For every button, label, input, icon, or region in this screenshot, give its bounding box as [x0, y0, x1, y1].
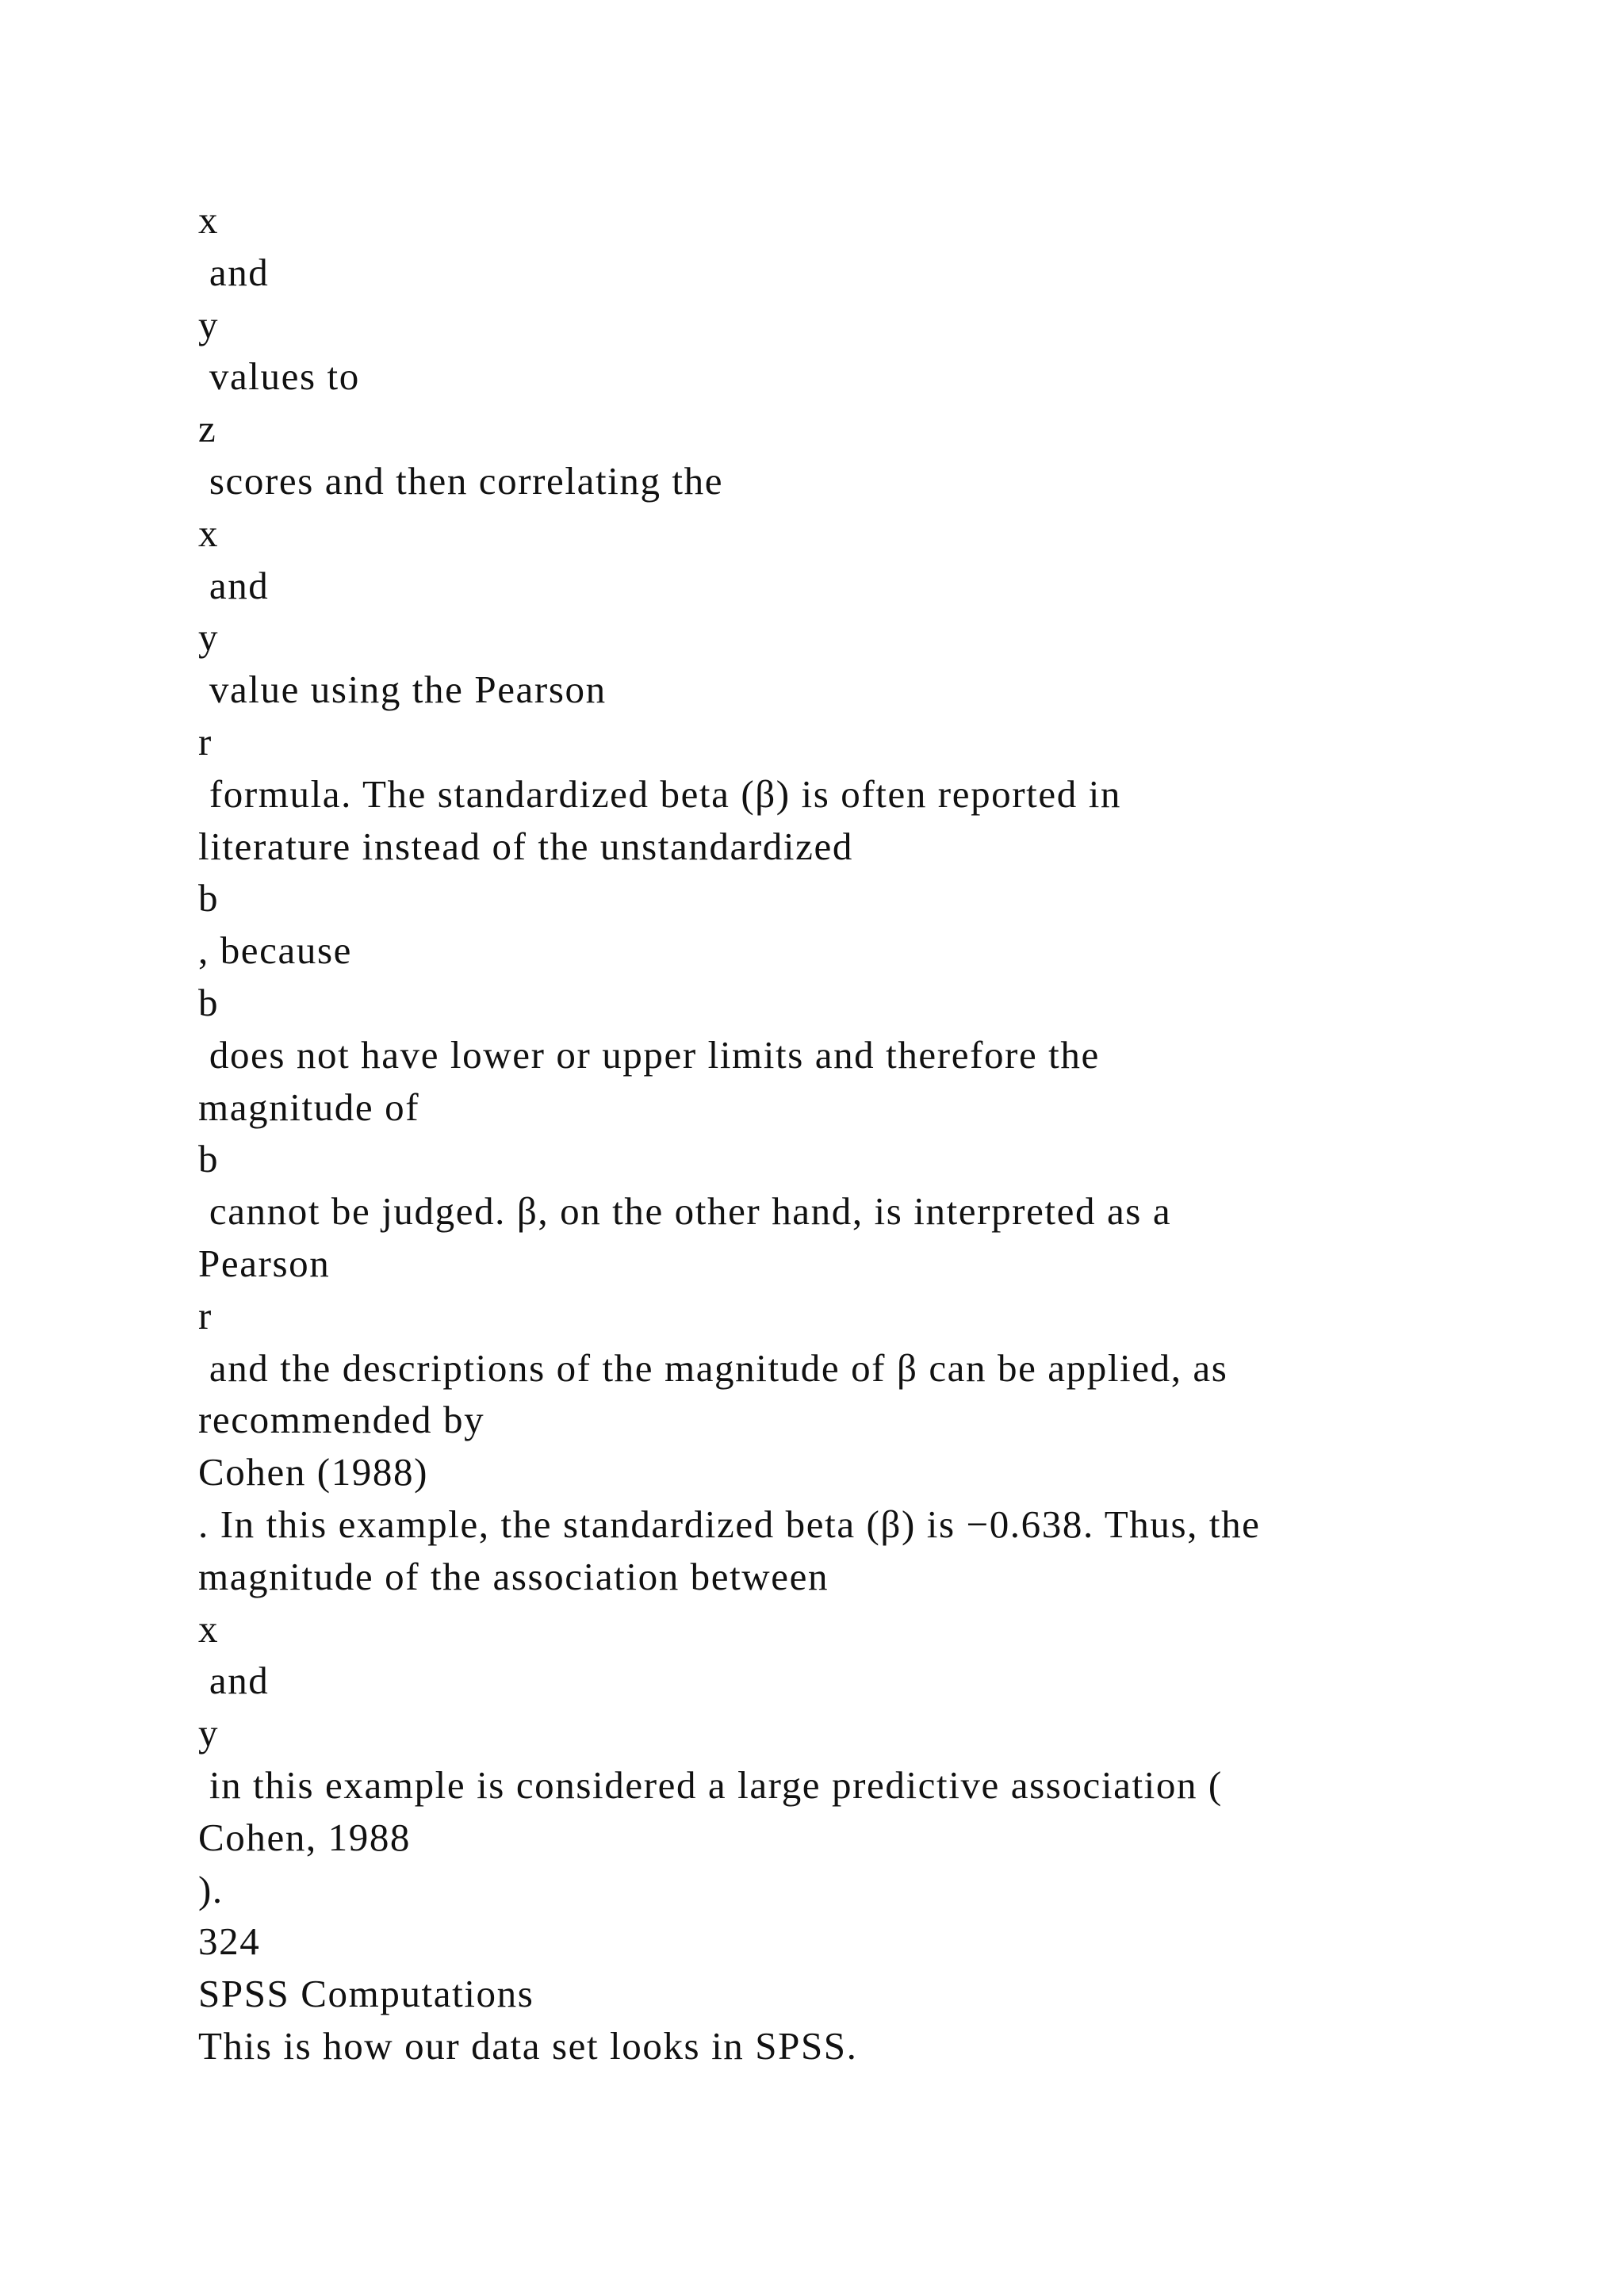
text-line: , because: [198, 928, 352, 973]
text-line: r: [198, 719, 213, 763]
text-line: and the descriptions of the magnitude of β can be applied, as: [198, 1345, 1228, 1390]
text-line: x: [198, 198, 220, 242]
text-line: . In this example, the standardized beta (β) is −0.638. Thus, the: [198, 1502, 1261, 1546]
text-line: formula. The standardized beta (β) is often reported in: [198, 771, 1122, 816]
text-line: x: [198, 511, 220, 555]
text-line: b: [198, 980, 220, 1024]
text-line: does not have lower or upper limits and therefore the: [198, 1032, 1100, 1077]
text-line: y: [198, 615, 220, 660]
citation-link: Cohen, 1988: [198, 1815, 412, 1859]
text-line: r: [198, 1293, 213, 1337]
text-line: recommended by: [198, 1398, 485, 1442]
text-line: and: [198, 1659, 270, 1703]
citation-link: Cohen (1988): [198, 1450, 429, 1494]
text-line: magnitude of the association between: [198, 1554, 829, 1598]
text-line: y: [198, 302, 220, 346]
text-line: b: [198, 876, 220, 920]
text-line: x: [198, 1606, 220, 1651]
text-line: literature instead of the unstandardized: [198, 824, 853, 868]
document-page: [198, 194, 1546, 2072]
text-line: and: [198, 563, 270, 607]
page-number: 324: [198, 1919, 261, 1964]
text-line: Pearson: [198, 1241, 331, 1285]
text-line: value using the Pearson: [198, 668, 607, 712]
text-line: y: [198, 1711, 220, 1755]
text-line: b: [198, 1137, 220, 1181]
text-line: and: [198, 250, 270, 294]
text-line: in this example is considered a large predictive association (: [198, 1762, 1223, 1807]
text-line: values to: [198, 354, 360, 399]
text-line: This is how our data set looks in SPSS.: [198, 2023, 858, 2068]
text-line: scores and then correlating the: [198, 458, 724, 503]
text-line: ).: [198, 1867, 224, 1911]
text-line: cannot be judged. β, on the other hand, is interpreted as a: [198, 1189, 1172, 1234]
text-line: magnitude of: [198, 1085, 420, 1129]
section-heading: SPSS Computations: [198, 1972, 534, 2016]
text-line: z: [198, 407, 217, 451]
